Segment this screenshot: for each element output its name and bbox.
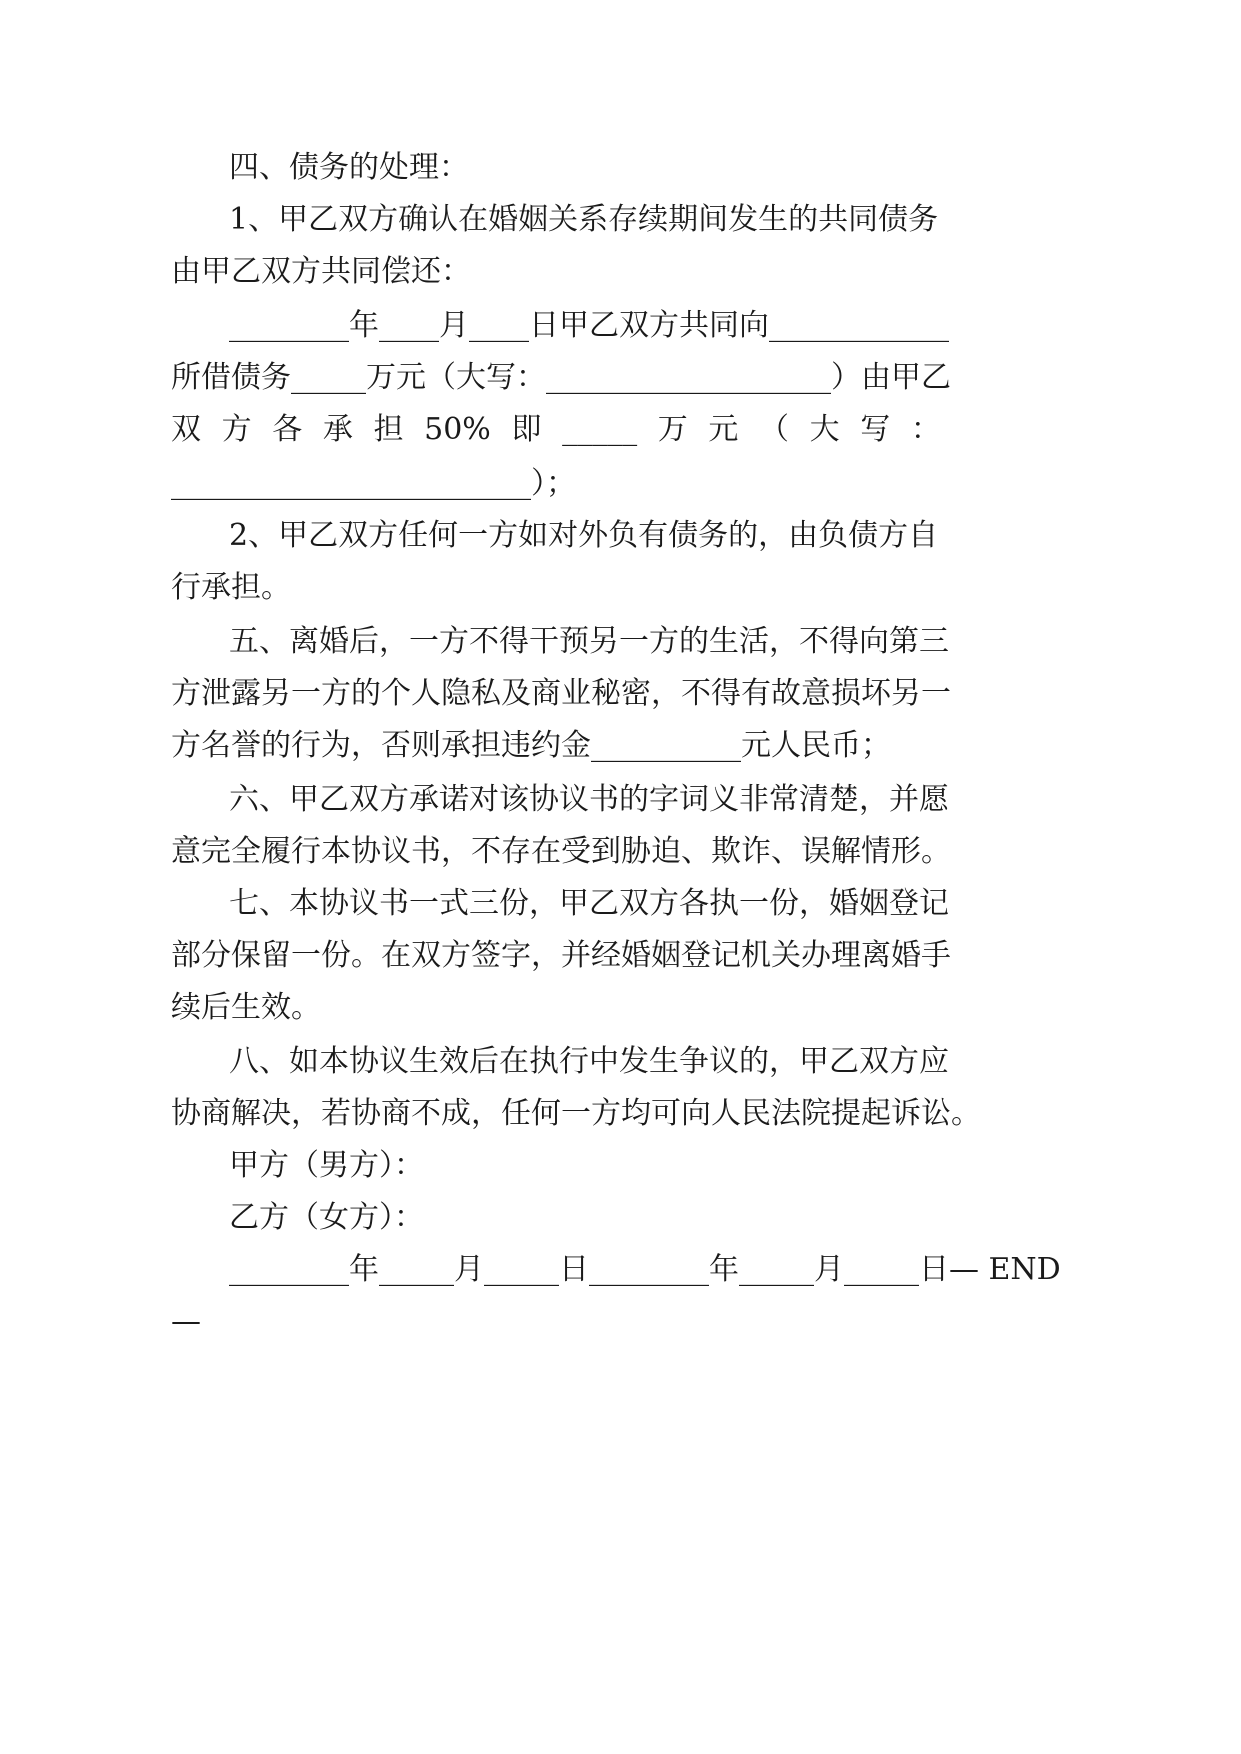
paragraph-text: 六、甲乙双方承诺对该协议书的字词义非常清楚，并愿: [229, 782, 949, 817]
spread-token: 50%: [424, 412, 491, 447]
spread-token: 即: [511, 412, 542, 447]
end-mark: —: [171, 1304, 201, 1339]
paragraph-text: 行承担。: [171, 570, 291, 605]
spread-token: 大: [809, 412, 840, 447]
paragraph-text: 由甲乙双方共同偿还：: [171, 254, 471, 289]
signature-party-a: 甲方（男方）：: [229, 1148, 424, 1183]
paragraph-text-spread: [171, 410, 941, 450]
paragraph-text: 2、甲乙双方任何一方如对外负有债务的，由负债方自: [229, 518, 939, 553]
spread-token: 写: [860, 412, 891, 447]
paragraph-text: 方泄露另一方的个人隐私及商业秘密，不得有故意损坏另一: [171, 676, 951, 711]
paragraph-text: 七、本协议书一式三份，甲乙双方各执一份，婚姻登记: [229, 886, 949, 921]
spread-token: 元: [708, 412, 739, 447]
section-heading-debts: 四、债务的处理：: [229, 150, 469, 185]
paragraph-text: 八、如本协议生效后在执行中发生争议的，甲乙双方应: [229, 1044, 949, 1079]
paragraph-text: 部分保留一份。在双方签字，并经婚姻登记机关办理离婚手: [171, 938, 951, 973]
paragraph-text: 所借债务_____万元（大写：___________________）由甲乙: [171, 360, 951, 395]
spread-token: 各: [272, 412, 303, 447]
paragraph-text: 1、甲乙双方确认在婚姻关系存续期间发生的共同债务: [229, 202, 939, 237]
paragraph-text: 协商解决，若协商不成，任何一方均可向人民法院提起诉讼。: [171, 1096, 981, 1131]
paragraph-text: 五、离婚后，一方不得干预另一方的生活，不得向第三: [229, 624, 949, 659]
paragraph-text: 意完全履行本协议书，不存在受到胁迫、欺诈、误解情形。: [171, 834, 951, 869]
paragraph-text: 方名誉的行为，否则承担违约金__________元人民币；: [171, 728, 891, 763]
paragraph-text: 续后生效。: [171, 990, 321, 1025]
spread-token: 方: [221, 412, 252, 447]
spread-token: 承: [322, 412, 353, 447]
spread-token: 双: [171, 412, 201, 447]
date-line: ________年_____月_____日________年_____月_____日— END: [229, 1252, 1061, 1287]
paragraph-text: ________年____月____日甲乙双方共同向____________: [229, 308, 949, 343]
signature-party-b: 乙方（女方）：: [229, 1200, 424, 1235]
spread-token: （: [758, 412, 789, 447]
spread-token: ：: [910, 412, 941, 447]
spread-token: 万: [657, 412, 688, 447]
spread-token: _____: [562, 412, 638, 447]
paragraph-text: ________________________）；: [171, 466, 576, 501]
spread-token: 担: [373, 412, 404, 447]
